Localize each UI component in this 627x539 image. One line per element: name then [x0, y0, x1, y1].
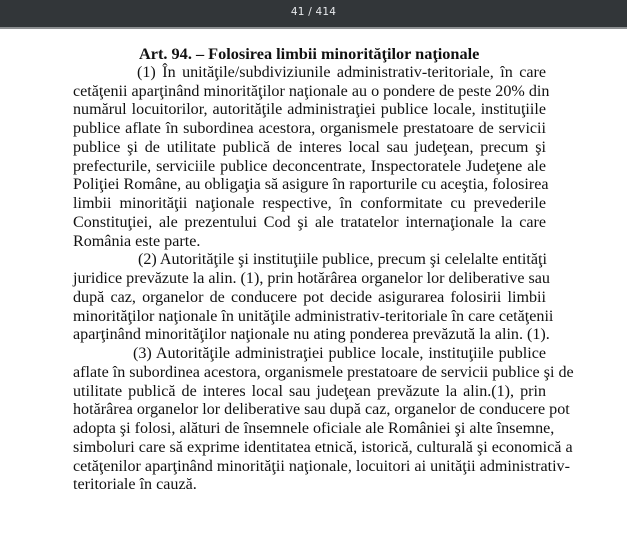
paragraph-line: aflate în subordinea acestora, organismele prestatoare de servicii publice şi de: [73, 363, 574, 381]
document-page: [73, 44, 574, 495]
paragraph-line: adopta şi folosi, alături de însemnele oficiale ale României şi alte însemne,: [73, 420, 555, 437]
paragraph-3: [73, 345, 574, 495]
article-title: Art. 94. – Folosirea limbii minorităţilor naţionale: [139, 44, 480, 63]
paragraph-1: [73, 63, 550, 252]
paragraph-line: (1) În unităţile/subdiviziunile administrativ-teritoriale, în care: [137, 63, 546, 81]
paragraph-line: (2) Autorităţile şi instituţiile publice, precum şi celelalte entităţi: [138, 251, 547, 269]
paragraph-line: simboluri care să exprime identitatea etnică, istorică, culturală şi economică a: [73, 438, 573, 456]
paragraph-line: cetăţenilor aparţinând minorităţii naţionale, locuitori ai unităţii administrativ-: [73, 457, 570, 475]
paragraph-line: România este parte.: [73, 232, 201, 250]
page-indicator: 41 / 414: [290, 6, 337, 18]
paragraph-line: hotărârea organelor lor deliberative sau după caz, organelor de conducere pot: [73, 401, 570, 419]
paragraph-line: juridice prevăzute la alin. (1), prin hotărârea organelor lor deliberative sau: [73, 270, 550, 287]
paragraph-line: limbii minorităţii naţionale respective, în conformitate cu prevederile: [73, 195, 546, 212]
paragraph-line: Constituţiei, ale prezentului Cod şi ale tratatelor internaţionale la care: [73, 213, 546, 231]
paragraph-line: cetăţenii aparţinând minorităţilor naţionale au o pondere de peste 20% din: [73, 82, 550, 100]
paragraph-line: prefecturile, serviciile publice deconcentrate, Inspectoratele Judeţene ale: [73, 157, 546, 175]
paragraph-line: Poliţiei Române, au obligaţia să asigure în raporturile cu aceştia, folosirea: [73, 176, 549, 194]
paragraph-line: teritoriale în cauză.: [73, 476, 197, 494]
paragraph-line: (3) Autorităţile administraţiei publice locale, instituţiile publice: [133, 345, 546, 362]
paragraph-line: minorităţilor naţionale în unităţile administrativ-teritoriale în care cetăţenii: [73, 307, 554, 325]
paragraph-line: publice aflate în subordinea acestora, organismele prestatoare de servicii: [73, 120, 546, 137]
paragraph-line: utilitate publică de interes local sau judeţean prevăzute la alin.(1), prin: [73, 382, 546, 400]
paragraph-line: publice şi de utilitate publică de interes local sau judeţean, precum şi: [73, 138, 546, 156]
viewer-toolbar: [0, 0, 627, 29]
paragraph-line: numărul locuitorilor, autorităţile administraţiei publice locale, instituţiile: [73, 101, 546, 119]
paragraph-line: după caz, organelor de conducere pot decide asigurarea folosirii limbii: [73, 288, 546, 306]
paragraph-2: [73, 251, 554, 345]
paragraph-line: aparţinând minorităţilor naţionale nu ating ponderea prevăzută la alin. (1).: [73, 326, 550, 344]
